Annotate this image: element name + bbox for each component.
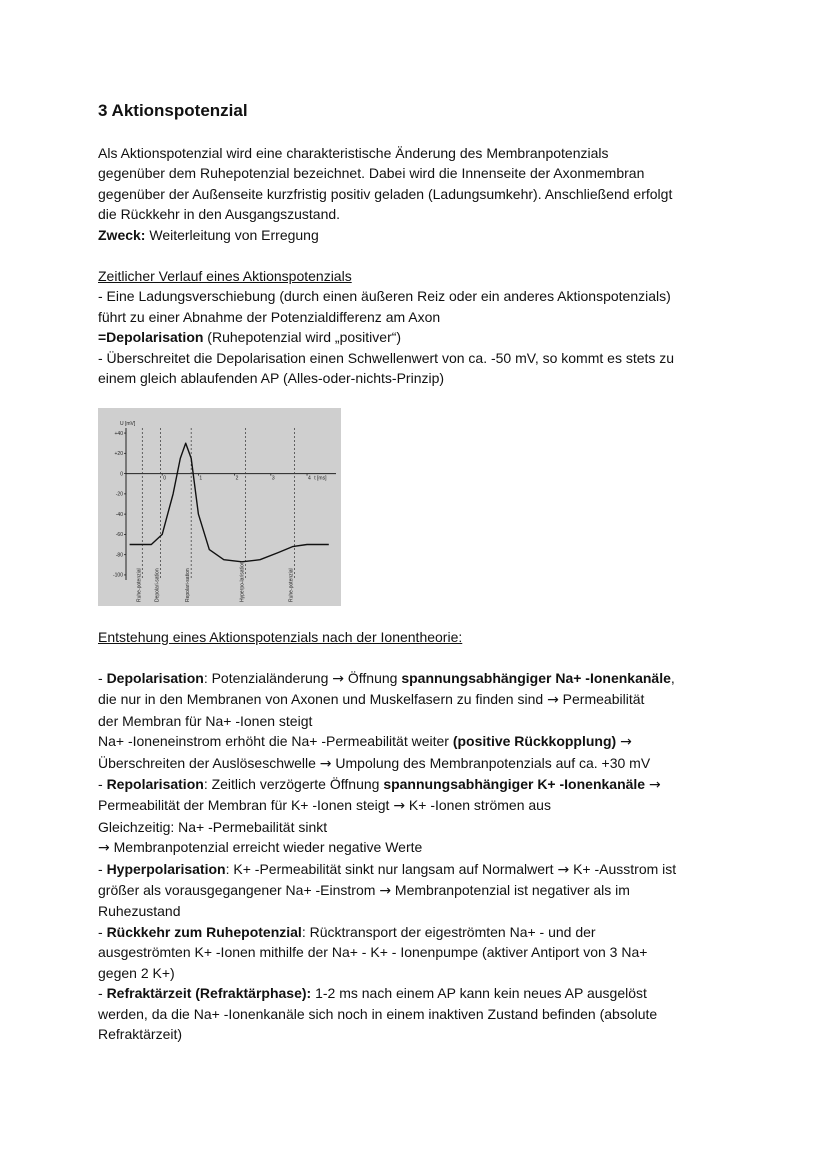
ionentheorie-section: [98, 668, 738, 1044]
ionen-line: der Membran für Na+ -Ionen steigt: [98, 712, 313, 729]
arrow-icon: →: [379, 883, 392, 900]
ionen-line: - Hyperpolarisation: K+ -Permeabilität sinkt nur langsam auf Normalwert → K+ -Ausstrom ist: [98, 860, 677, 878]
phase-label: Ruhe-potenzial: [136, 568, 143, 602]
arrow-icon: →: [393, 798, 406, 815]
x-tick-label: 0: [163, 475, 166, 482]
depolarisation-text: (Ruhepotenzial wird „positiver“): [203, 329, 402, 346]
ionen-line: - Repolarisation: Zeitlich verzögerte Öffnung spannungsabhängiger K+ -Ionenkanäle →: [98, 776, 661, 794]
arrow-icon: →: [332, 671, 344, 687]
purpose-label: Zweck:: [98, 226, 146, 243]
depolarisation-line: [98, 327, 738, 347]
x-tick-label: 3: [271, 475, 275, 482]
y-tick-label: -100: [112, 572, 123, 579]
phase-label: Depolari-sation: [154, 568, 161, 602]
ionen-line: werden, da die Na+ -Ionenkanäle sich noch in einem inaktiven Zustand befinden (absolute: [98, 1005, 658, 1022]
ionentheorie-heading: Entstehung eines Aktionspotenzials nach der Ionentheorie:: [98, 629, 463, 645]
arrow-icon: →: [319, 755, 332, 772]
ionentheorie-heading-block: [98, 627, 738, 647]
y-tick-label: 0: [120, 471, 123, 478]
y-tick-label: +40: [114, 430, 123, 437]
depolarisation-label: =Depolarisation: [98, 329, 204, 346]
timeline-line: - Überschreitet die Depolarisation einen Schwellenwert von ca. -50 mV, so kommt es stets zu: [98, 349, 675, 366]
ionen-line: → Membranpotenzial erreicht wieder negative Werte: [98, 839, 423, 857]
intro-line: die Rückkehr in den Ausgangszustand.: [98, 206, 341, 223]
arrow-icon: →: [547, 692, 559, 709]
timeline-line: führt zu einer Abnahme der Potenzialdifferenz am Axon: [98, 308, 441, 325]
intro-line: gegenüber der Außenseite kurzfristig positiv geladen (Ladungsumkehr). Anschließend erfolgt: [98, 185, 673, 202]
ionen-line: Ruhezustand: [98, 903, 181, 920]
timeline-section: [98, 266, 738, 388]
ionen-line: Na+ -Ioneneinstrom erhöht die Na+ -Permeabilität weiter (positive Rückkopplung) →: [98, 733, 632, 751]
phase-label: Repolari-sation: [185, 568, 192, 602]
ionen-line: größer als vorausgegangener Na+ -Einstrom → Membranpotenzial ist negativer als im: [98, 882, 630, 900]
ionen-line: - Rückkehr zum Ruhepotenzial: Rücktransport der eigeströmten Na+ - und der: [98, 923, 596, 940]
arrow-icon: →: [557, 861, 570, 878]
phase-label: Ruhe-potenzial: [288, 568, 295, 602]
x-tick-label: 1: [199, 475, 203, 482]
y-tick-label: -80: [115, 552, 123, 559]
y-axis-label: U [mV]: [120, 421, 136, 427]
ionen-line: Refraktärzeit): [98, 1025, 183, 1042]
phase-label: Hyperpo-larisation: [239, 561, 246, 602]
y-tick-label: -20: [115, 491, 123, 498]
ionen-line: - Refraktärzeit (Refraktärphase): 1-2 ms nach einem AP kann kein neues AP ausgelöst: [98, 985, 647, 1002]
action-potential-chart: [98, 408, 341, 606]
y-tick-label: +20: [114, 451, 123, 458]
y-tick-label: -60: [115, 532, 123, 539]
timeline-line: einem gleich ablaufenden AP (Alles-oder-nichts-Prinzip): [98, 370, 445, 387]
intro-line: gegenüber dem Ruhepotenzial bezeichnet. Dabei wird die Innenseite der Axonmembran: [98, 165, 645, 182]
ionen-line: Überschreiten der Auslöseschwelle → Umpolung des Membranpotenzials auf ca. +30 mV: [98, 754, 651, 772]
purpose-line: [98, 225, 738, 245]
y-tick-label: -40: [115, 511, 123, 518]
ionen-line: die nur in den Membranen von Axonen und Muskelfasern zu finden sind → Permeabilität: [98, 691, 645, 709]
action-potential-figure: [98, 408, 341, 606]
arrow-icon: →: [648, 777, 661, 794]
timeline-line: - Eine Ladungsverschiebung (durch einen äußeren Reiz oder ein anderes Aktionspotenzials): [98, 288, 671, 305]
x-tick-label: 2: [235, 475, 239, 482]
x-tick-label: 4: [308, 475, 311, 482]
potential-curve: [130, 443, 329, 562]
intro-paragraph: [98, 143, 738, 245]
ionen-line: ausgeströmten K+ -Ionen mithilfe der Na+ - K+ - Ionenpumpe (aktiver Antiport von 3 Na+: [98, 944, 648, 961]
ionen-line: - Depolarisation: Potenzialänderung → Öffnung spannungsabhängiger Na+ -Ionenkanäle,: [98, 670, 675, 687]
section-heading: 3 Aktionspotenzial: [98, 101, 248, 120]
x-axis-label: t [ms]: [314, 475, 327, 482]
ionen-line: gegen 2 K+): [98, 964, 175, 981]
intro-line: Als Aktionspotenzial wird eine charakteristische Änderung des Membranpotenzials: [98, 145, 609, 161]
ionen-line: Gleichzeitig: Na+ -Permebailität sinkt: [98, 818, 328, 835]
timeline-heading: Zeitlicher Verlauf eines Aktionspotenzials: [98, 268, 352, 284]
ionen-line: Permeabilität der Membran für K+ -Ionen steigt → K+ -Ionen strömen aus: [98, 797, 551, 815]
purpose-text: Weiterleitung von Erregung: [145, 226, 319, 243]
arrow-icon: →: [98, 840, 110, 857]
arrow-icon: →: [620, 734, 632, 751]
